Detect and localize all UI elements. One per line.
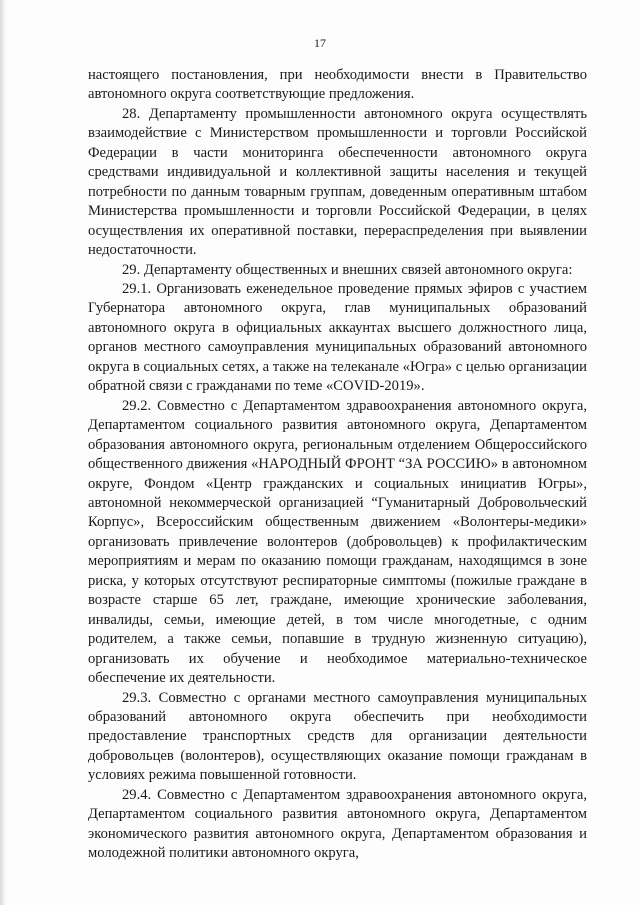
paragraph-29-2: 29.2. Совместно с Департаментом здравоохранения автономного округа, Департаментом социального развития автономного округа, Департаментом образования автономного округа, региональным отделением Общероссийского общественного движения «НАРОДНЫЙ ФРОНТ “ЗА РОССИЮ» в автономном округе, Фондом «Центр гражданских и социальных инициатив Югры», автономной некоммерческой организацией “Гуманитарный Добровольческий Корпус», Всероссийским общественным движением «Волонтеры-медики» организовать привлечение волонтеров (добровольцев) к профилактическим мероприятиям и мерам по оказанию помощи гражданам, находящимся в зоне риска, у которых отсутствуют респираторные симптомы (пожилые граждане в возрасте старше 65 лет, граждане, имеющие хронические заболевания, инвалиды, семьи, имеющие детей, в том числе многодетные, с одним родителем, а также семьи, попавшие в трудную жизненную ситуацию), организовать их обучение и необходимое материально-техническое обеспечение их деятельности.	[88, 397, 587, 687]
paragraph-28: 28. Департаменту промышленности автономного округа осуществлять взаимодействие с Министерством промышленности и торговли Российской Федерации в части мониторинга обеспеченности автономного округа средствами индивидуальной и коллективной защиты населения и текущей потребности по данным товарным группам, доведенным оперативным штабом Министерства промышленности и торговли Российской Федерации, в целях осуществления их оперативной поставки, перераспределения при выявлении недостаточности.	[88, 105, 587, 259]
scan-edge-shadow	[0, 0, 6, 905]
page-number: 17	[314, 36, 326, 50]
paragraph-continuation: настоящего постановления, при необходимости внести в Правительство автономного округа соответствующие предложения.	[88, 67, 587, 103]
document-body	[88, 66, 587, 864]
paragraph-29: 29. Департаменту общественных и внешних связей автономного округа:	[122, 261, 573, 278]
paragraph-29-3: 29.3. Совместно с органами местного самоуправления муниципальных образований автономного округа обеспечить при необходимости предоставление транспортных средств для организации деятельности добровольцев (волонтеров), осуществляющих оказание помощи гражданам в условиях режима повышенной готовности.	[88, 689, 587, 784]
paragraph-29-4: 29.4. Совместно с Департаментом здравоохранения автономного округа, Департаментом социального развития автономного округа, Департаментом экономического развития автономного округа, Департаментом образования и молодежной политики автономного округа,	[88, 786, 587, 862]
paragraph-29-1: 29.1. Организовать еженедельное проведение прямых эфиров с участием Губернатора автономного округа, глав муниципальных образований автономного округа в официальных аккаунтах высшего должностного лица, органов местного самоуправления муниципальных образований автономного округа в социальных сетях, а также на телеканале «Югра» с целью организации обратной связи с гражданами по теме «COVID-2019».	[88, 280, 587, 395]
